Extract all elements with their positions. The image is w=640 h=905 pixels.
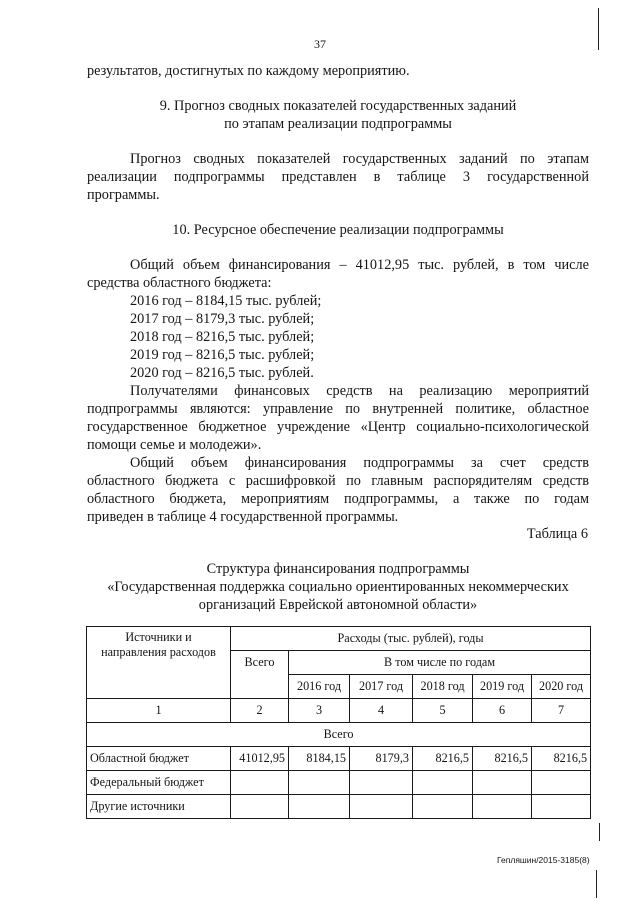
header-year-2017: 2017 год (350, 675, 413, 699)
scan-edge-mark (596, 870, 597, 898)
header-year-2020: 2020 год (532, 675, 591, 699)
header-sources (87, 627, 231, 699)
table-row (87, 747, 591, 771)
budget-line3: областного бюджета, мероприятиям подпрограммы, а также по годам (87, 491, 589, 507)
column-number-7: 7 (532, 699, 591, 723)
regional-2019: 8216,5 (473, 747, 532, 771)
other-2019 (473, 795, 532, 819)
row-source-federal: Федеральный бюджет (87, 771, 231, 795)
other-2017 (350, 795, 413, 819)
recipients-line1: Получателями финансовых средств на реализацию мероприятий (130, 383, 589, 399)
other-2020 (532, 795, 591, 819)
regional-2020: 8216,5 (532, 747, 591, 771)
section9-heading-line2: по этапам реализации подпрограммы (224, 116, 452, 132)
table-title-line1: Структура финансирования подпрограммы (206, 561, 470, 577)
other-total (231, 795, 289, 819)
regional-2016: 8184,15 (289, 747, 350, 771)
intro-fragment: результатов, достигнутых по каждому мероприятию. (87, 63, 410, 79)
section-total: Всего (87, 723, 591, 747)
header-year-2019: 2019 год (473, 675, 532, 699)
scan-edge-mark (599, 823, 600, 841)
table-title-line2: «Государственная поддержка социально ориентированных некоммерческих (107, 579, 569, 595)
year-2020-line: 2020 год – 8216,5 тыс. рублей. (130, 365, 314, 381)
recipients-line4: помощи семье и молодежи». (87, 437, 262, 453)
scan-edge-mark (598, 8, 599, 50)
total-financing-line2: средства областного бюджета: (87, 275, 272, 291)
federal-2016 (289, 771, 350, 795)
table-row (87, 795, 591, 819)
year-2016-line: 2016 год – 8184,15 тыс. рублей; (130, 293, 322, 309)
column-number-2: 2 (231, 699, 289, 723)
other-2018 (413, 795, 473, 819)
year-2017-line: 2017 год – 8179,3 тыс. рублей; (130, 311, 315, 327)
section9-heading-line1: 9. Прогноз сводных показателей государственных заданий (159, 98, 517, 114)
recipients-line2: подпрограммы являются: управление по внутренней политике, областное (87, 401, 589, 417)
other-2016 (289, 795, 350, 819)
year-2018-line: 2018 год – 8216,5 тыс. рублей; (130, 329, 315, 345)
column-number-3: 3 (289, 699, 350, 723)
table-column-numbers-row (87, 699, 591, 723)
column-number-4: 4 (350, 699, 413, 723)
section9-paragraph-line3: программы. (87, 187, 160, 203)
header-year-2018: 2018 год (413, 675, 473, 699)
table-label: Таблица 6 (526, 526, 588, 542)
regional-2018: 8216,5 (413, 747, 473, 771)
header-sources-line2: направления расходов (101, 645, 216, 659)
recipients-line3: государственное бюджетное учреждение «Центр социально-психологической (87, 419, 589, 435)
total-financing-line1: Общий объем финансирования – 41012,95 тыс. рублей, в том числе (130, 257, 589, 273)
header-sources-line1: Источники и (125, 630, 192, 644)
financing-table (86, 626, 591, 819)
table-header-row (87, 627, 591, 651)
section10-heading: 10. Ресурсное обеспечение реализации подпрограммы (172, 222, 504, 238)
section9-paragraph-line2: реализации подпрограммы представлен в таблице 3 государственной (87, 169, 589, 185)
year-2019-line: 2019 год – 8216,5 тыс. рублей; (130, 347, 315, 363)
federal-2018 (413, 771, 473, 795)
page-number: 37 (314, 37, 326, 51)
federal-total (231, 771, 289, 795)
header-total: Всего (231, 651, 289, 699)
table-section-total-row (87, 723, 591, 747)
table-row (87, 771, 591, 795)
federal-2020 (532, 771, 591, 795)
row-source-other: Другие источники (87, 795, 231, 819)
regional-total: 41012,95 (231, 747, 289, 771)
federal-2017 (350, 771, 413, 795)
header-year-2016: 2016 год (289, 675, 350, 699)
column-number-1: 1 (87, 699, 231, 723)
table-title-line3: организаций Еврейской автономной области» (198, 597, 478, 613)
section9-paragraph-line1: Прогноз сводных показателей государственных заданий по этапам (130, 151, 589, 167)
column-number-5: 5 (413, 699, 473, 723)
row-source-regional: Областной бюджет (87, 747, 231, 771)
federal-2019 (473, 771, 532, 795)
budget-line4: приведен в таблице 4 государственной программы. (87, 509, 399, 525)
header-by-years: В том числе по годам (289, 651, 591, 675)
header-expenses: Расходы (тыс. рублей), годы (231, 627, 591, 651)
regional-2017: 8179,3 (350, 747, 413, 771)
budget-line1: Общий объем финансирования подпрограммы за счет средств (130, 455, 589, 471)
budget-line2: областного бюджета с расшифровкой по главным распорядителям средств (87, 473, 589, 489)
column-number-6: 6 (473, 699, 532, 723)
document-footer: Гепляшин/2015-3185(8) (497, 855, 590, 865)
